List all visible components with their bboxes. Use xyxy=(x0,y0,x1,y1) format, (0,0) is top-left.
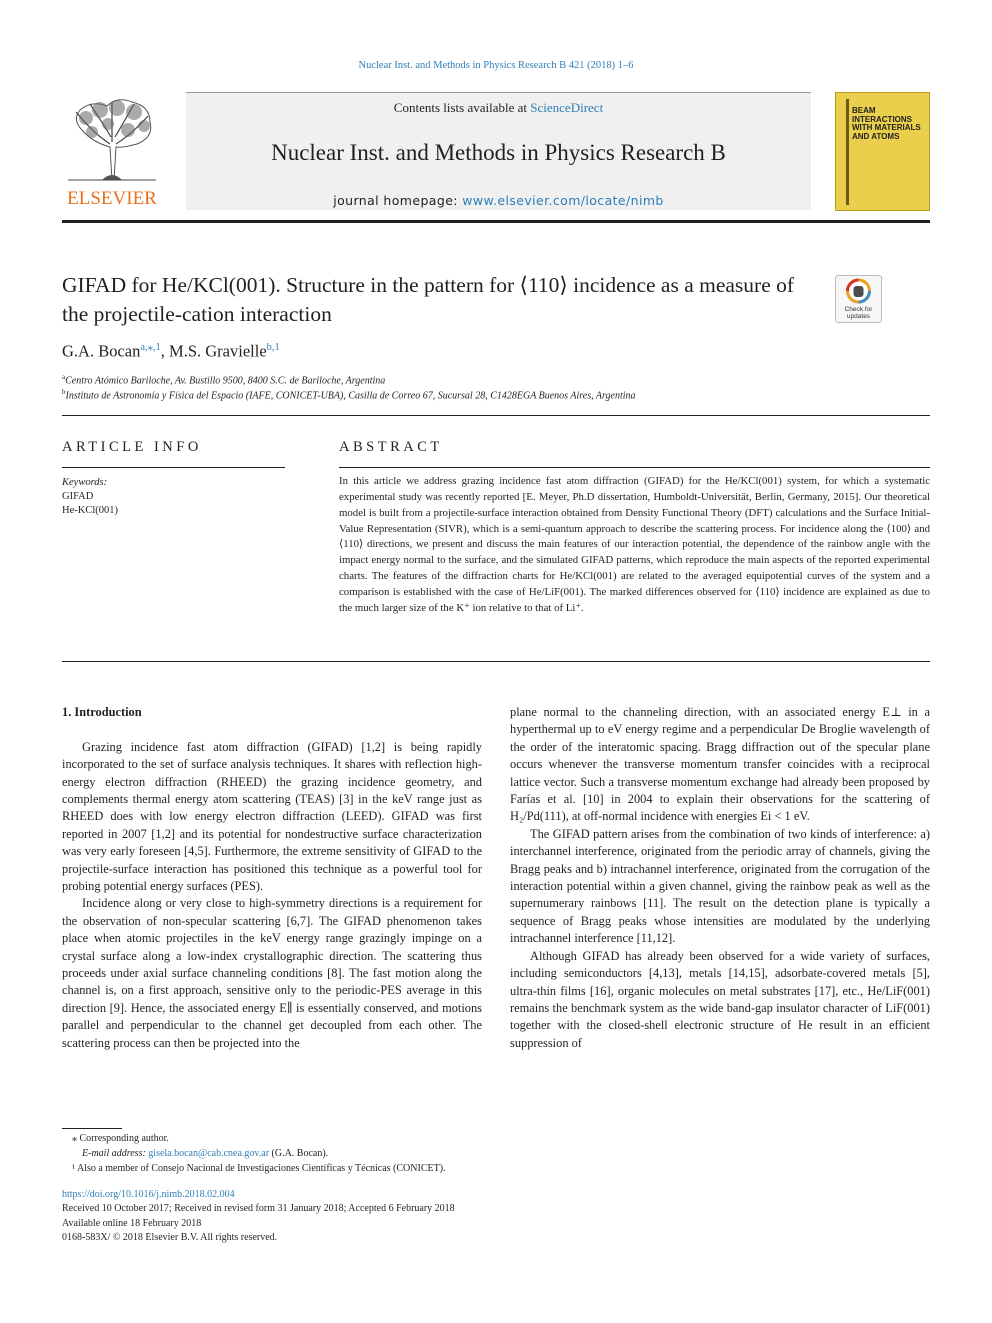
divider xyxy=(62,661,930,662)
journal-citation-link[interactable]: Nuclear Inst. and Methods in Physics Research B 421 (2018) 1–6 xyxy=(358,60,634,71)
elsevier-tree-icon xyxy=(62,92,162,210)
body-right-column xyxy=(510,704,930,1052)
sciencedirect-link[interactable]: ScienceDirect xyxy=(530,100,604,115)
paragraph: Although GIFAD has already been observed for a wide variety of surfaces, including semiconductors [4,13], metals [14,15], adsorbate-covered metals [5], ultra-thin films [16], organic molecules on metal substrates [17], etc., He/LiF(001) remains the benchmark system as the wide band-gap insulator character of LiF(001) together with the closed-shell electronic structure of He result in an efficient suppression of xyxy=(510,948,930,1050)
svg-text:Check for: Check for xyxy=(844,306,873,313)
author-name: G.A. Bocan xyxy=(62,341,141,361)
elsevier-logo xyxy=(62,92,162,210)
divider xyxy=(62,415,930,416)
paragraph: The GIFAD pattern arises from the combination of two kinds of interference: a) interchannel interference, originated from the periodic array of channels, giving the Bragg peaks and b) intrachannel interference, originated from the corrugation of the interaction potential within a given channel, giving the rainbow peak as well as the supernumerary rainbows [11]. The result on the detection plane is typically a sequence of Bragg peaks whose intensities are modulated by the underlying intrachannel interference [11,12]. xyxy=(510,826,930,946)
author-name: M.S. Gravielle xyxy=(169,341,267,361)
author-list: G.A. Bocan$^{a,⁎,1}$, M.S. Gravielle$^{b,1}$ xyxy=(62,341,280,361)
cover-title: BEAM INTERACTIONS WITH MATERIALS AND ATOMS xyxy=(852,106,921,141)
cover-stripe xyxy=(846,99,849,205)
conicet-note: ¹ Also a member of Consejo Nacional de Investigaciones Científicas y Técnicas (CONICET). xyxy=(72,1163,446,1174)
doi-link[interactable]: https://doi.org/10.1016/j.nimb.2018.02.004 xyxy=(62,1189,235,1200)
check-for-updates-button[interactable] xyxy=(835,275,882,323)
journal-name: Nuclear Inst. and Methods in Physics Research B xyxy=(271,140,726,165)
paragraph: Incidence along or very close to high-symmetry directions is a requirement for the observation of non-specular scattering [6,7]. The GIFAD phenomenon takes place when atomic projectiles in the keV energy range grazingly impinge on a crystal surface along a low-index crystallographic direction. The scattering thus proceeds under axial surface channeling conditions [8]. The fast motion along the channel is, on a first approach, sensitive only to the periodic-PES average in this direction [9]. Hence, the associated energy E∥ is essentially conserved, and motions parallel and perpendicular to the channel get decoupled from each other. The scattering process can then be projected into the xyxy=(62,896,482,1050)
abstract-heading: ABSTRACT xyxy=(339,439,443,455)
online-date: Available online 18 February 2018 xyxy=(62,1217,202,1229)
header-divider xyxy=(62,220,930,223)
body-left-column xyxy=(62,704,482,1052)
copyright: 0168-583X/ © 2018 Elsevier B.V. All rights reserved. xyxy=(62,1231,278,1243)
corresponding-author-note: ⁎ Corresponding author. xyxy=(72,1133,169,1144)
article-title: GIFAD for He/KCl(001). Structure in the pattern for ⟨110⟩ incidence as a measure of the projectile-cation interaction xyxy=(62,273,795,326)
homepage-line: journal homepage: www.elsevier.com/locate/nimb xyxy=(333,193,664,208)
keywords-block xyxy=(62,476,118,518)
footnote-divider xyxy=(62,1128,122,1129)
journal-cover-image xyxy=(835,92,930,211)
article-info-heading: ARTICLE INFO xyxy=(62,439,202,455)
author-affiliation-marks[interactable]: a,⁎,1 xyxy=(140,342,161,353)
paragraph: Grazing incidence fast atom diffraction (GIFAD) [1,2] is being rapidly incorporated to the set of surface analysis techniques. It shares with reflection high-energy electron diffraction (RHEED) the grazing incidence geometry, and complements thermal energy atom scattering (TEAS) [3] in the keV range just as RHEED does with low energy electron diffraction (LEED). GIFAD was first reported in 2007 [1,2] and its potential for nondestructive surface characterization was very early foreseen [4,5]. Furthermore, the extreme sensitivity of GIFAD to the projectile-surface interaction has positioned this technique as a powerful tool for probing potential energy surfaces (PES). xyxy=(62,739,482,894)
email-note: E-mail address: gisela.bocan@cab.cnea.gov.ar (G.A. Bocan). xyxy=(82,1148,329,1159)
received-dates: Received 10 October 2017; Received in revised form 31 January 2018; Accepted 6 February 2018 xyxy=(62,1203,455,1215)
homepage-link[interactable]: www.elsevier.com/locate/nimb xyxy=(462,193,664,208)
footnotes xyxy=(62,1131,446,1176)
svg-text:updates: updates xyxy=(846,313,871,320)
author-affiliation-marks[interactable]: b,1 xyxy=(266,342,280,353)
keyword: He-KCl(001) xyxy=(62,505,118,516)
section-heading: 1. Introduction xyxy=(62,705,142,719)
abstract-text: In this article we address grazing incidence fast atom diffraction (GIFAD) for the He/KCl(001) system, for which a systematic experimental study was recently reported [E. Meyer, Ph.D dissertation, Humboldt-Universität, Berlin, Germany, 2015]. Our theoretical model is built from a projectile-surface interaction obtained from Density Functional Theory (DFT) calculations and the Surface Initial-Value Representation (SIVR), which is a semi-quantum approach to describe the scattering process. For incidence along the ⟨100⟩ and ⟨110⟩ directions, we present and discuss the main features of our interaction potential, the dependence of the rainbow angle with the impact energy normal to the surface, and the simulated GIFAD patterns, which reproduce the main aspects of the reported experimental charts. The features of the diffraction charts for He/KCl(001) are related to the averaged equipotential curves of the system and a comparison is established with the case of He/LiF(001). The marked differences observed for ⟨110⟩ incidence are explained as due to the much larger size of the K⁺ ion relative to that of Li⁺. xyxy=(339,475,930,614)
keywords-label: Keywords: xyxy=(62,477,108,488)
paragraph: plane normal to the channeling direction, with an associated energy E⊥ in a hyperthermal up to eV energy regime and a perpendicular De Broglie wavelength of the order of the interatomic spacing. Bragg diffraction out of the specular plane occurs whenever the transverse momentum transfer coincides with a reciprocal lattice vector. Such a transverse momentum exchange had already been proposed by Farías et al. [10] in 2004 to explain their observations for the scattering of H₂/Pd(111), at off-normal incidence with energies Ei < 1 eV. xyxy=(510,705,930,824)
email-link[interactable]: gisela.bocan@cab.cnea.gov.ar xyxy=(148,1148,270,1159)
divider xyxy=(339,467,930,468)
contents-line: Contents lists available at ScienceDirect xyxy=(393,100,604,115)
affiliation-b: $^b$Instituto de Astronomía y Física del Espacio (IAFE, CONICET-UBA), Casilla de Correo 67, Sucursal 28, C1428EGA Buenos Aires, Argentina xyxy=(62,388,636,402)
publication-info xyxy=(62,1188,455,1245)
keyword: GIFAD xyxy=(62,491,94,502)
affiliation-a: $^a$Centro Atómico Bariloche, Av. Bustillo 9500, 8400 S.C. de Bariloche, Argentina xyxy=(62,373,386,387)
check-updates-icon xyxy=(836,276,881,322)
svg-text:ELSEVIER: ELSEVIER xyxy=(67,188,157,209)
divider xyxy=(62,467,285,468)
